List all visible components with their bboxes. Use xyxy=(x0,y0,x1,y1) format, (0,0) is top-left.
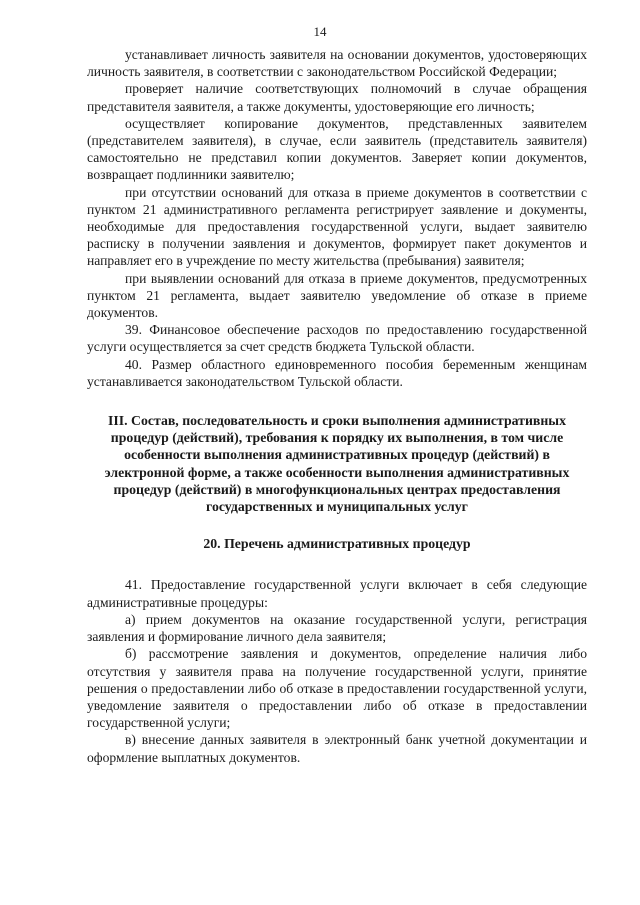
paragraph: при выявлении оснований для отказа в приеме документов, предусмотренных пунктом 21 регламента, выдает заявителю уведомление об отказе в приеме документов. xyxy=(87,270,587,321)
list-item-b: б) рассмотрение заявления и документов, определение наличия либо отсутствия у заявителя права на получение государственной услуги, принятие решения о предоставлении либо об отказе в предоставлении государственной услуги, уведомление заявителя о предоставлении либо об отказе в предоставлении государственной услуги; xyxy=(87,646,587,731)
paragraph-39: 39. Финансовое обеспечение расходов по предоставлению государственной услуги осуществляется за счет средств бюджета Тульской области. xyxy=(87,322,587,355)
section-heading: III. Состав, последовательность и сроки выполнения административных процедур (действий), требования к порядку их выполнения, в том числе особенности выполнения административных процедур (действий) в электронной форме, а также особенности выполнения административных процедур (действий) в многофункциональных центрах предоставления государственных и муниципальных услуг xyxy=(104,413,570,515)
subsection-heading: 20. Перечень административных процедур xyxy=(203,536,471,552)
page-number: 14 xyxy=(313,24,327,39)
paragraph: при отсутствии оснований для отказа в приеме документов в соответствии с пунктом 21 административного регламента регистрирует заявление и документы, необходимые для предоставления государственной услуги, выдает заявителю расписку в получении заявления и документов, формирует пакет документов и направляет его в учреждение по месту жительства (пребывания) заявителя; xyxy=(87,184,587,269)
paragraph-41: 41. Предоставление государственной услуги включает в себя следующие административные процедуры: xyxy=(87,577,587,610)
list-item-a: а) прием документов на оказание государственной услуги, регистрация заявления и формирование личного дела заявителя; xyxy=(87,611,587,645)
paragraph: устанавливает личность заявителя на основании документов, удостоверяющих личность заявителя, в соответствии с законодательством Российской Федерации; xyxy=(87,47,587,80)
list-item-v: в) внесение данных заявителя в электронный банк учетной документации и оформление выплатных документов. xyxy=(87,732,587,765)
paragraph: проверяет наличие соответствующих полномочий в случае обращения представителя заявителя, а также документы, удостоверяющие его личность; xyxy=(87,81,587,114)
paragraph-40: 40. Размер областного единовременного пособия беременным женщинам устанавливается законодательством Тульской области. xyxy=(87,356,587,389)
paragraph: осуществляет копирование документов, представленных заявителем (представителем заявителя), в случае, если заявитель (представитель заявителя) самостоятельно не представил копии документов. Заверяет копии документов, возвращает подлинники заявителю; xyxy=(87,115,587,183)
document-body xyxy=(87,46,587,766)
